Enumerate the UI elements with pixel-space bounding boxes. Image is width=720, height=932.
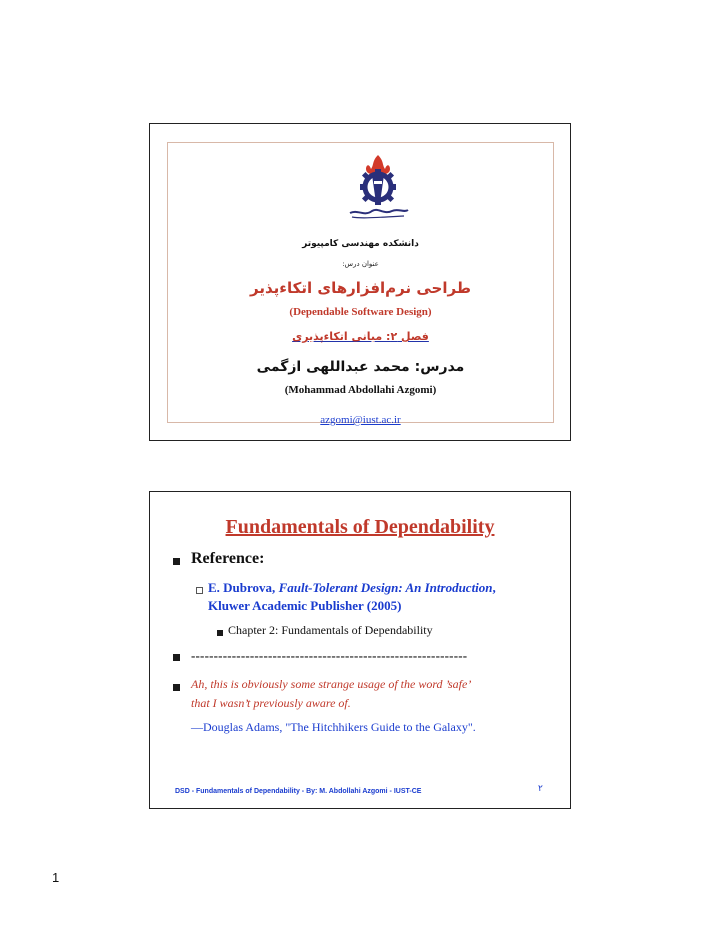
title-slide [149, 123, 571, 441]
faculty-name: دانشکده مهندسی کامپیوتر [302, 239, 419, 249]
slide-footer: DSD - Fundamentals of Dependability - By: M. Abdollahi Azgomi - IUST-CE [175, 788, 422, 795]
reference-comma: , [492, 580, 496, 595]
email-link[interactable]: azgomi@iust.ac.ir [320, 414, 401, 426]
bullet-icon [173, 654, 180, 661]
quote-line2: that I wasn’t previously aware of. [191, 696, 351, 710]
title-slide-frame [167, 142, 554, 426]
reference-book-title: Fault-Tolerant Design: An Introduction [278, 580, 493, 595]
reference-author: E. Dubrova, [208, 580, 279, 595]
quote-line1: Ah, this is obviously some strange usage of the word ’safe’ [191, 677, 472, 691]
course-label: عنوان درس: [342, 260, 379, 268]
university-logo-icon [338, 153, 418, 223]
chapter-title-fa: فصل ۲: مبانی اتکاءپذیری [292, 330, 429, 343]
bullet-icon [217, 630, 223, 636]
slide-page-number: ۲ [538, 784, 543, 794]
reference-citation-line2: Kluwer Academic Publisher (2005) [208, 598, 402, 613]
instructor-name-fa: مدرس: محمد عبداللهی ازگمی [256, 359, 465, 375]
reference-heading: Reference: [191, 550, 265, 567]
course-title-fa: طراحی نرم‌افزارهای اتکاءپذیر [250, 279, 471, 297]
course-title-en: (Dependable Software Design) [289, 306, 432, 318]
quote-attribution: —Douglas Adams, "The Hitchhikers Guide to the Galaxy". [191, 720, 476, 734]
separator-dashes: ------------------------------------------------------------- [191, 648, 468, 663]
reference-chapter: Chapter 2: Fundamentals of Dependability [228, 623, 433, 637]
bullet-icon [173, 684, 180, 691]
hollow-bullet-icon [196, 587, 203, 594]
slide-title: Fundamentals of Dependability [225, 516, 495, 538]
reference-citation-line1 [208, 580, 496, 596]
instructor-name-en: (Mohammad Abdollahi Azgomi) [284, 384, 437, 396]
bullet-icon [173, 558, 180, 565]
fundamentals-slide [149, 491, 571, 809]
document-page-number: 1 [52, 870, 60, 885]
